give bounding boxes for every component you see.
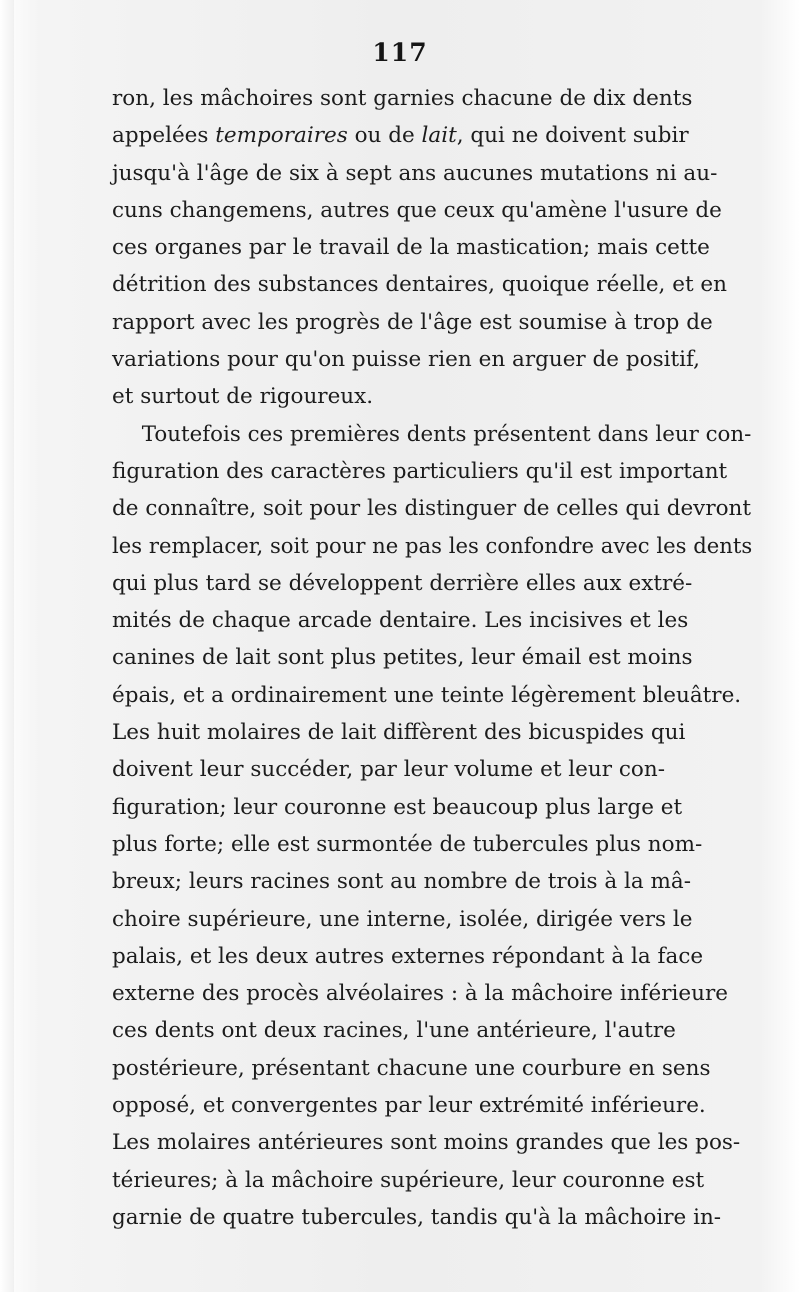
text-line <box>112 826 752 863</box>
text-segment: appelées <box>112 123 216 149</box>
text-line <box>112 490 752 527</box>
text-line <box>112 192 752 229</box>
text-line <box>112 938 752 975</box>
text-line <box>112 528 752 565</box>
text-segment: canines de lait sont plus petites, leur émail est moins <box>112 645 693 671</box>
text-segment: et surtout de rigoureux. <box>112 384 374 410</box>
text-segment: épais, et a ordinairement une teinte légèrement bleuâtre. <box>112 682 742 708</box>
text-segment: opposé, et convergentes par leur extrémité inférieure. <box>112 1093 706 1119</box>
text-segment: rapport avec les progrès de l'âge est soumise à trop de <box>112 309 713 335</box>
text-segment: garnie de quatre tubercules, tandis qu'à la mâchoire in- <box>112 1204 722 1230</box>
text-segment: ces dents ont deux racines, l'une antérieure, l'autre <box>112 1018 676 1044</box>
text-segment: doivent leur succéder, par leur volume et leur con- <box>112 757 665 783</box>
text-line <box>112 117 752 154</box>
text-line <box>112 1050 752 1087</box>
text-segment: Toutefois ces premières dents présentent dans leur con- <box>141 421 752 447</box>
text-segment: ron, les mâchoires sont garnies chacune de dix dents <box>112 86 693 111</box>
page-gutter <box>0 0 14 1292</box>
text-line <box>112 416 752 453</box>
body-text <box>112 80 752 1236</box>
text-segment: breux; leurs racines sont au nombre de trois à la mâ- <box>112 869 692 895</box>
text-segment: palais, et les deux autres externes répondant à la face <box>112 943 704 969</box>
text-line <box>112 155 752 192</box>
text-segment: plus forte; elle est surmontée de tubercules plus nom- <box>112 831 703 857</box>
text-segment: détrition des substances dentaires, quoique réelle, et en <box>112 272 727 298</box>
text-segment: , qui ne doivent subir <box>456 123 689 149</box>
text-line <box>112 1199 752 1236</box>
text-line <box>112 975 752 1012</box>
text-line <box>112 453 752 490</box>
text-line <box>112 639 752 676</box>
text-segment: mités de chaque arcade dentaire. Les incisives et les <box>112 608 689 634</box>
text-line <box>112 789 752 826</box>
text-line <box>112 1012 752 1049</box>
text-segment: figuration; leur couronne est beaucoup plus large et <box>112 794 683 820</box>
text-line <box>112 1124 752 1161</box>
text-line <box>112 714 752 751</box>
text-line <box>112 266 752 303</box>
text-line <box>112 304 752 341</box>
text-line <box>112 341 752 378</box>
text-line <box>112 863 752 900</box>
text-segment: variations pour qu'on puisse rien en arguer de positif, <box>112 347 701 373</box>
text-line <box>112 677 752 714</box>
text-segment: choire supérieure, une interne, isolée, dirigée vers le <box>112 906 693 932</box>
text-line <box>112 1162 752 1199</box>
text-segment: Les molaires antérieures sont moins grandes que les pos- <box>112 1130 741 1156</box>
text-line <box>112 565 752 602</box>
text-line <box>112 1087 752 1124</box>
text-line <box>112 751 752 788</box>
text-segment: externe des procès alvéolaires : à la mâchoire inférieure <box>112 981 728 1007</box>
page-number: 117 <box>372 38 428 67</box>
text-segment: Les huit molaires de lait diffèrent des bicuspides qui <box>112 720 686 746</box>
text-segment: qui plus tard se développent derrière elles aux extré- <box>112 570 693 596</box>
text-line <box>112 378 752 415</box>
text-line <box>112 80 752 117</box>
text-line <box>112 602 752 639</box>
text-segment: postérieure, présentant chacune une courbure en sens <box>112 1055 711 1081</box>
italic-term: temporaires <box>215 123 348 149</box>
text-segment: de connaître, soit pour les distinguer de celles qui devront <box>112 496 752 522</box>
text-line <box>112 229 752 266</box>
text-segment: jusqu'à l'âge de six à sept ans aucunes mutations ni au- <box>112 160 718 186</box>
italic-term: lait <box>421 123 457 149</box>
text-segment: figuration des caractères particuliers qu'il est important <box>112 458 728 484</box>
text-segment: cuns changemens, autres que ceux qu'amène l'usure de <box>112 197 722 223</box>
text-line <box>112 901 752 938</box>
text-segment: térieures; à la mâchoire supérieure, leur couronne est <box>112 1167 705 1193</box>
text-segment: les remplacer, soit pour ne pas les confondre avec les dents <box>112 533 753 559</box>
text-segment: ces organes par le travail de la mastication; mais cette <box>112 235 710 261</box>
text-segment: ou de <box>347 123 422 149</box>
